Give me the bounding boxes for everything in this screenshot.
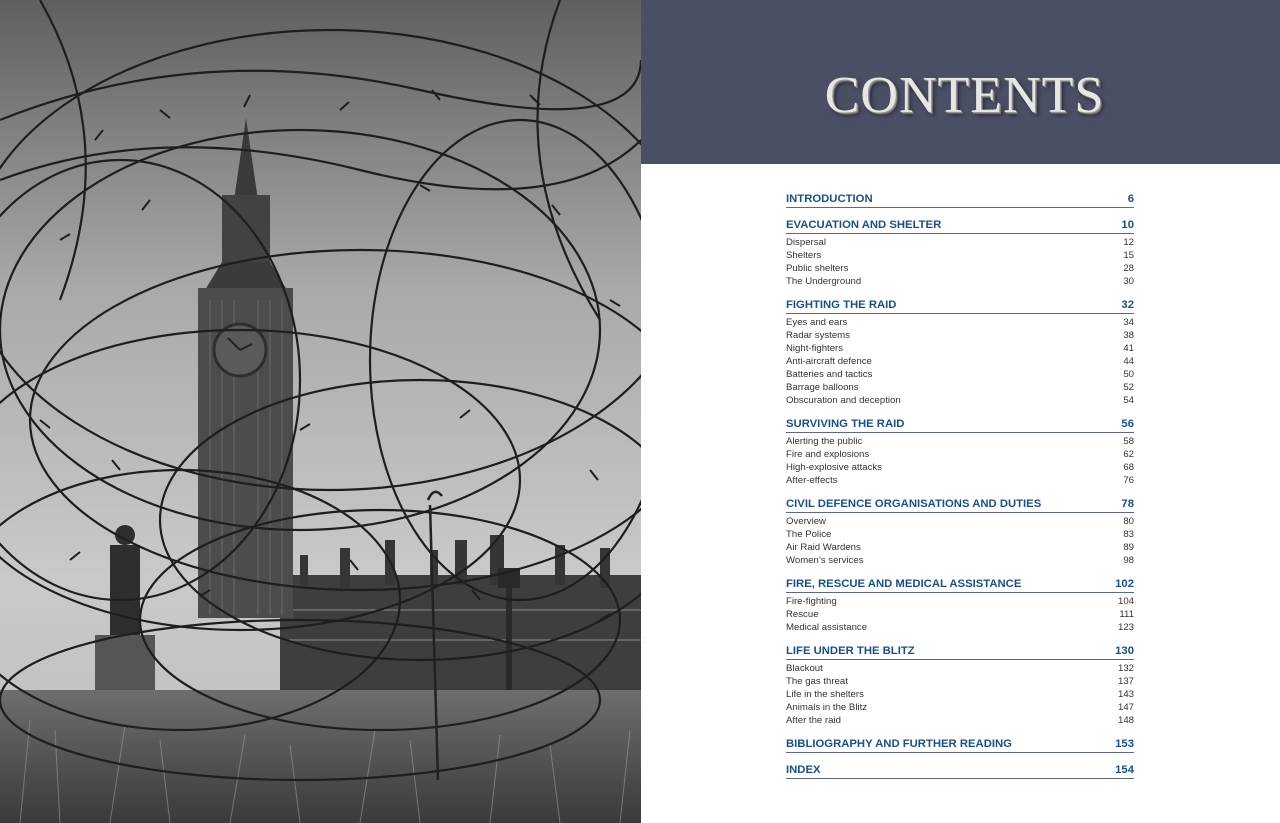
entry-page-number: 12 [1123,237,1134,248]
entry-page-number: 111 [1119,609,1134,620]
section-title: BIBLIOGRAPHY AND FURTHER READING [786,738,1012,750]
section-title: FIGHTING THE RAID [786,299,897,311]
toc-entry[interactable] [786,474,1134,487]
entry-page-number: 38 [1123,330,1134,341]
section-heading[interactable] [786,192,1134,208]
toc-entry[interactable] [786,381,1134,394]
toc-entry[interactable] [786,608,1134,621]
toc-entry[interactable] [786,662,1134,675]
toc-section [786,218,1134,288]
entry-page-number: 44 [1123,356,1134,367]
section-heading[interactable] [786,417,1134,433]
entry-title: After-effects [786,475,838,486]
entry-title: Barrage balloons [786,382,859,393]
toc-section [786,577,1134,634]
toc-entry[interactable] [786,275,1134,288]
toc-section [786,497,1134,567]
entry-title: Eyes and ears [786,317,848,328]
entry-page-number: 62 [1123,449,1134,460]
entry-title: The Police [786,529,832,540]
entry-title: Fire-fighting [786,596,837,607]
toc-section [786,417,1134,487]
toc-entry[interactable] [786,541,1134,554]
section-page-number: 56 [1121,418,1134,430]
section-title: SURVIVING THE RAID [786,418,905,430]
entry-title: Air Raid Wardens [786,542,861,553]
section-title: LIFE UNDER THE BLITZ [786,645,915,657]
entry-title: Night-fighters [786,343,844,354]
section-heading[interactable] [786,737,1134,753]
entry-title: The gas threat [786,676,848,687]
entry-title: Life in the shelters [786,689,864,700]
section-title: CIVIL DEFENCE ORGANISATIONS AND DUTIES [786,498,1042,510]
toc-entry[interactable] [786,528,1134,541]
toc-entry[interactable] [786,554,1134,567]
entry-page-number: 80 [1123,516,1134,527]
entry-title: High-explosive attacks [786,462,882,473]
section-page-number: 6 [1127,193,1134,205]
entry-title: Animals in the Blitz [786,702,868,713]
section-title: INDEX [786,764,821,776]
entry-page-number: 83 [1123,529,1134,540]
entry-title: After the raid [786,715,841,726]
entry-page-number: 123 [1117,622,1134,633]
toc-entry[interactable] [786,621,1134,634]
toc-entry[interactable] [786,688,1134,701]
toc-entry[interactable] [786,249,1134,262]
section-heading[interactable] [786,577,1134,593]
page-title: CONTENTS [824,67,1105,124]
toc-entry[interactable] [786,515,1134,528]
entry-title: Fire and explosions [786,449,870,460]
section-page-number: 78 [1121,498,1134,510]
entry-page-number: 41 [1123,343,1134,354]
section-title: EVACUATION AND SHELTER [786,219,942,231]
toc-entry[interactable] [786,448,1134,461]
entry-page-number: 89 [1123,542,1134,553]
entry-title: Radar systems [786,330,850,341]
entry-page-number: 148 [1117,715,1134,726]
header-band [641,0,1280,164]
section-heading[interactable] [786,298,1134,314]
toc-entry[interactable] [786,316,1134,329]
entry-page-number: 28 [1123,263,1134,274]
toc-entry[interactable] [786,368,1134,381]
toc-entry[interactable] [786,262,1134,275]
entry-page-number: 15 [1123,250,1134,261]
entry-page-number: 58 [1123,436,1134,447]
entry-title: Overview [786,516,826,527]
toc-entry[interactable] [786,236,1134,249]
entry-title: Public shelters [786,263,849,274]
section-page-number: 10 [1121,219,1134,231]
entry-title: Anti-aircraft defence [786,356,872,367]
entry-title: Obscuration and deception [786,395,901,406]
entry-page-number: 52 [1123,382,1134,393]
toc-section [786,644,1134,727]
section-title: INTRODUCTION [786,193,873,205]
entry-title: Blackout [786,663,823,674]
section-page-number: 130 [1115,645,1134,657]
entry-page-number: 54 [1123,395,1134,406]
section-heading[interactable] [786,218,1134,234]
section-title: FIRE, RESCUE AND MEDICAL ASSISTANCE [786,578,1022,590]
entry-title: Rescue [786,609,819,620]
entry-page-number: 68 [1123,462,1134,473]
toc-entry[interactable] [786,595,1134,608]
entry-title: Medical assistance [786,622,868,633]
section-heading[interactable] [786,763,1134,779]
toc-entry[interactable] [786,342,1134,355]
entry-page-number: 143 [1117,689,1134,700]
toc-entry[interactable] [786,461,1134,474]
entry-title: Shelters [786,250,822,261]
toc-entry[interactable] [786,675,1134,688]
entry-page-number: 76 [1123,475,1134,486]
entry-page-number: 104 [1117,596,1134,607]
section-page-number: 153 [1115,738,1134,750]
section-page-number: 102 [1115,578,1134,590]
toc-entry[interactable] [786,435,1134,448]
entry-page-number: 50 [1123,369,1134,380]
entry-page-number: 137 [1117,676,1134,687]
toc-entry[interactable] [786,701,1134,714]
toc-entry[interactable] [786,714,1134,727]
entry-title: Women’s services [786,555,864,566]
toc-section [786,298,1134,407]
entry-page-number: 147 [1117,702,1134,713]
entry-title: Alerting the public [786,436,863,447]
entry-page-number: 132 [1117,663,1134,674]
table-of-contents [786,192,1134,789]
toc-section [786,737,1134,753]
toc-section [786,763,1134,779]
section-page-number: 32 [1121,299,1134,311]
entry-page-number: 34 [1123,317,1134,328]
section-heading[interactable] [786,644,1134,660]
toc-section [786,192,1134,208]
toc-entry[interactable] [786,394,1134,407]
entry-title: The Underground [786,276,862,287]
section-page-number: 154 [1115,764,1134,776]
toc-entry[interactable] [786,329,1134,342]
entry-page-number: 30 [1123,276,1134,287]
toc-entry[interactable] [786,355,1134,368]
entry-title: Batteries and tactics [786,369,873,380]
entry-page-number: 98 [1123,555,1134,566]
section-heading[interactable] [786,497,1134,513]
entry-title: Dispersal [786,237,826,248]
